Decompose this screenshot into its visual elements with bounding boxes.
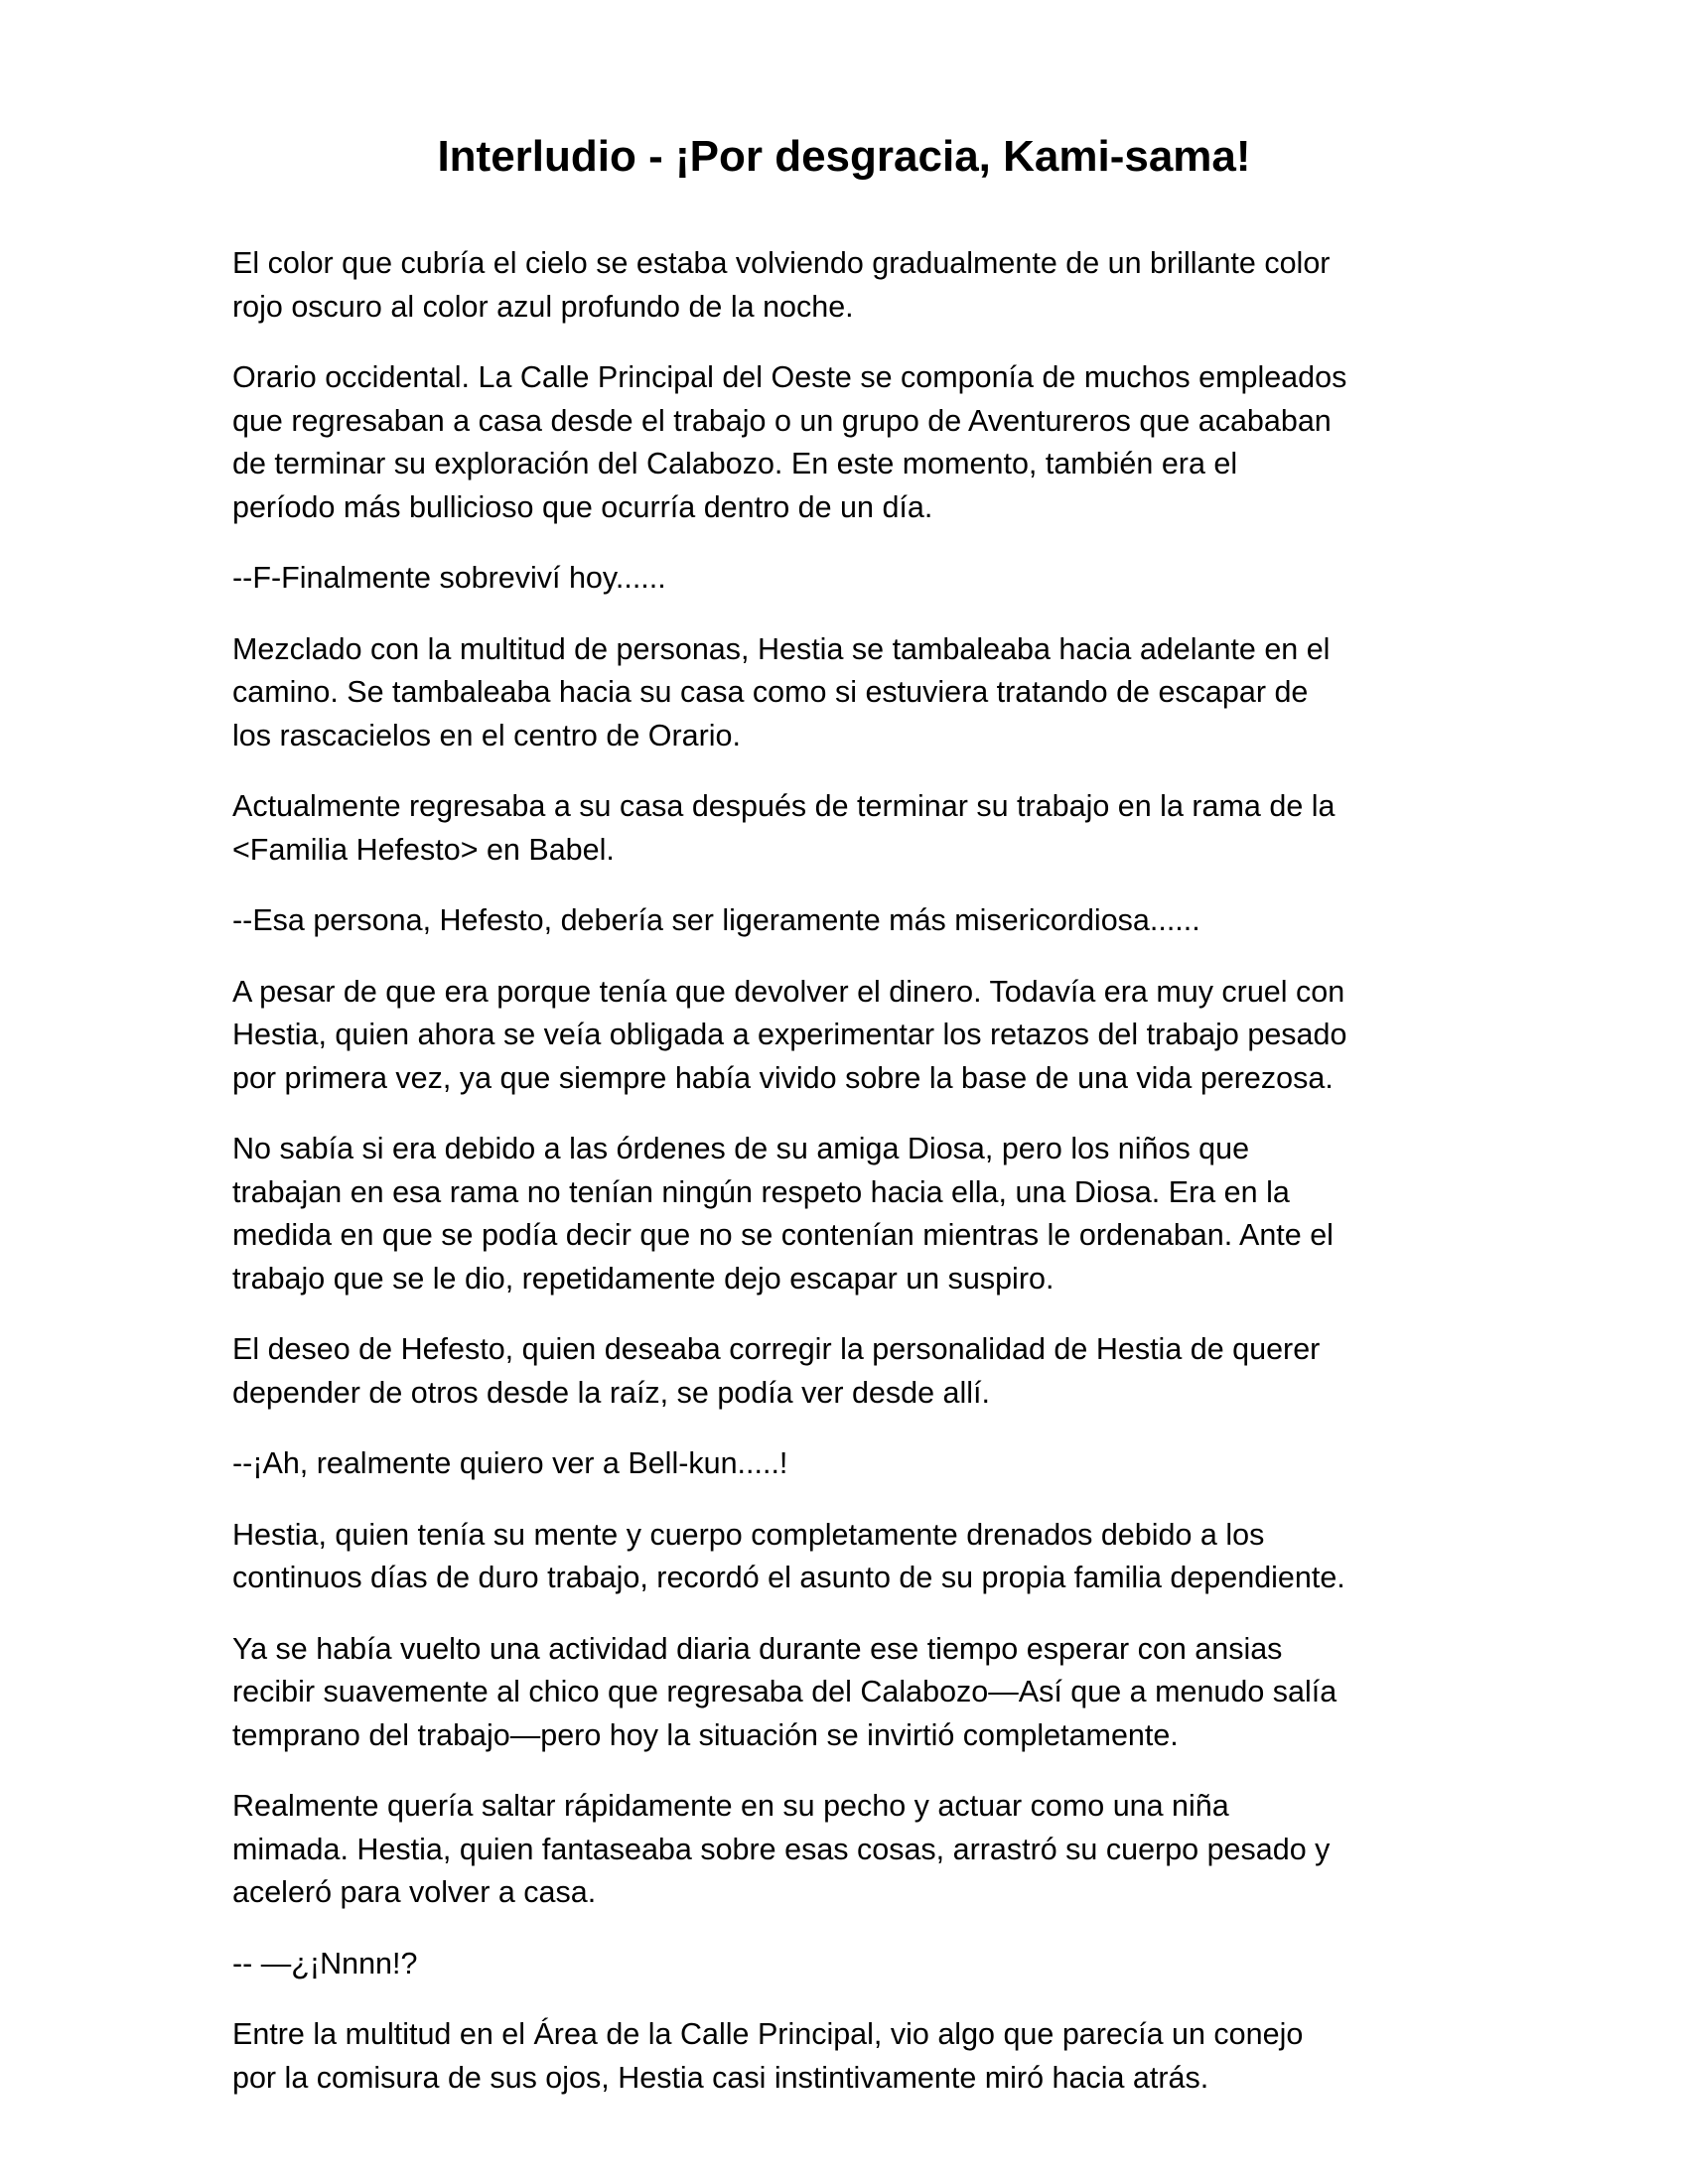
paragraph xyxy=(232,1943,1464,1986)
text-line: mimada. Hestia, quien fantaseaba sobre esas cosas, arrastró su cuerpo pesado y xyxy=(232,1832,1331,1866)
paragraph xyxy=(232,1442,1464,1486)
text-line: Mezclado con la multitud de personas, Hestia se tambaleaba hacia adelante en el xyxy=(232,631,1331,666)
paragraph xyxy=(232,1328,1464,1415)
text-line: por primera vez, ya que siempre había vivido sobre la base de una vida perezosa. xyxy=(232,1060,1334,1095)
text-line: Hestia, quien ahora se veía obligada a experimentar los retazos del trabajo pesado xyxy=(232,1018,1347,1051)
text-line: El deseo de Hefesto, quien deseaba corregir la personalidad de Hestia de querer xyxy=(232,1332,1321,1366)
text-line: No sabía si era debido a las órdenes de su amiga Diosa, pero los niños que xyxy=(232,1132,1250,1165)
text-line: camino. Se tambaleaba hacia su casa como si estuviera tratando de escapar de xyxy=(232,675,1309,709)
paragraph xyxy=(232,1128,1464,1300)
text-line: Ya se había vuelto una actividad diaria durante ese tiempo esperar con ansias xyxy=(232,1631,1283,1666)
text-line: <Familia Hefesto> en Babel. xyxy=(232,832,615,867)
text-line: -- —¿¡Nnnn!? xyxy=(232,1946,418,1980)
text-line: los rascacielos en el centro de Orario. xyxy=(232,718,741,752)
text-line: --Esa persona, Hefesto, debería ser ligeramente más misericordiosa...... xyxy=(232,903,1200,937)
text-line: Entre la multitud en el Área de la Calle Principal, vio algo que parecía un conejo xyxy=(232,2017,1304,2051)
text-line: período más bullicioso que ocurría dentro de un día. xyxy=(232,489,933,524)
paragraph xyxy=(232,557,1464,601)
text-line: Actualmente regresaba a su casa después de terminar su trabajo en la rama de la xyxy=(232,789,1336,823)
text-line: Hestia, quien tenía su mente y cuerpo completamente drenados debido a los xyxy=(232,1517,1265,1552)
paragraph xyxy=(232,899,1464,943)
paragraph xyxy=(232,356,1464,529)
text-line: trabajan en esa rama no tenían ningún respeto hacia ella, una Diosa. Era en la xyxy=(232,1174,1290,1209)
text-line: El color que cubría el cielo se estaba volviendo gradualmente de un brillante color xyxy=(232,246,1331,280)
text-line: medida en que se podía decir que no se contenían mientras le ordenaban. Ante el xyxy=(232,1218,1334,1252)
text-line: rojo oscuro al color azul profundo de la noche. xyxy=(232,289,854,324)
text-line: aceleró para volver a casa. xyxy=(232,1875,597,1909)
text-line: A pesar de que era porque tenía que devolver el dinero. Todavía era muy cruel con xyxy=(232,974,1345,1009)
paragraph xyxy=(232,1785,1464,1915)
paragraph xyxy=(232,1628,1464,1758)
page-title: Interludio - ¡Por desgracia, Kami-sama! xyxy=(437,132,1251,181)
document-body xyxy=(232,242,1464,2127)
text-line: recibir suavemente al chico que regresaba del Calabozo—Así que a menudo salía xyxy=(232,1675,1337,1708)
text-line: de terminar su exploración del Calabozo. En este momento, también era el xyxy=(232,447,1238,480)
paragraph xyxy=(232,785,1464,872)
text-line: temprano del trabajo—pero hoy la situación se invirtió completamente. xyxy=(232,1717,1179,1752)
text-line: que regresaban a casa desde el trabajo o un grupo de Aventureros que acababan xyxy=(232,403,1332,438)
paragraph xyxy=(232,2013,1464,2100)
text-line: depender de otros desde la raíz, se podía ver desde allí. xyxy=(232,1375,990,1410)
text-line: --¡Ah, realmente quiero ver a Bell-kun.....! xyxy=(232,1446,788,1480)
paragraph xyxy=(232,1514,1464,1600)
paragraph xyxy=(232,971,1464,1101)
text-line: Realmente quería saltar rápidamente en su pecho y actuar como una niña xyxy=(232,1789,1229,1823)
paragraph xyxy=(232,628,1464,758)
text-line: Orario occidental. La Calle Principal del Oeste se componía de muchos empleados xyxy=(232,360,1347,394)
paragraph xyxy=(232,242,1464,329)
text-line: por la comisura de sus ojos, Hestia casi instintivamente miró hacia atrás. xyxy=(232,2060,1209,2095)
text-line: --F-Finalmente sobreviví hoy...... xyxy=(232,561,666,595)
text-line: continuos días de duro trabajo, recordó el asunto de su propia familia dependiente. xyxy=(232,1561,1345,1594)
text-line: trabajo que se le dio, repetidamente dejo escapar un suspiro. xyxy=(232,1261,1055,1296)
